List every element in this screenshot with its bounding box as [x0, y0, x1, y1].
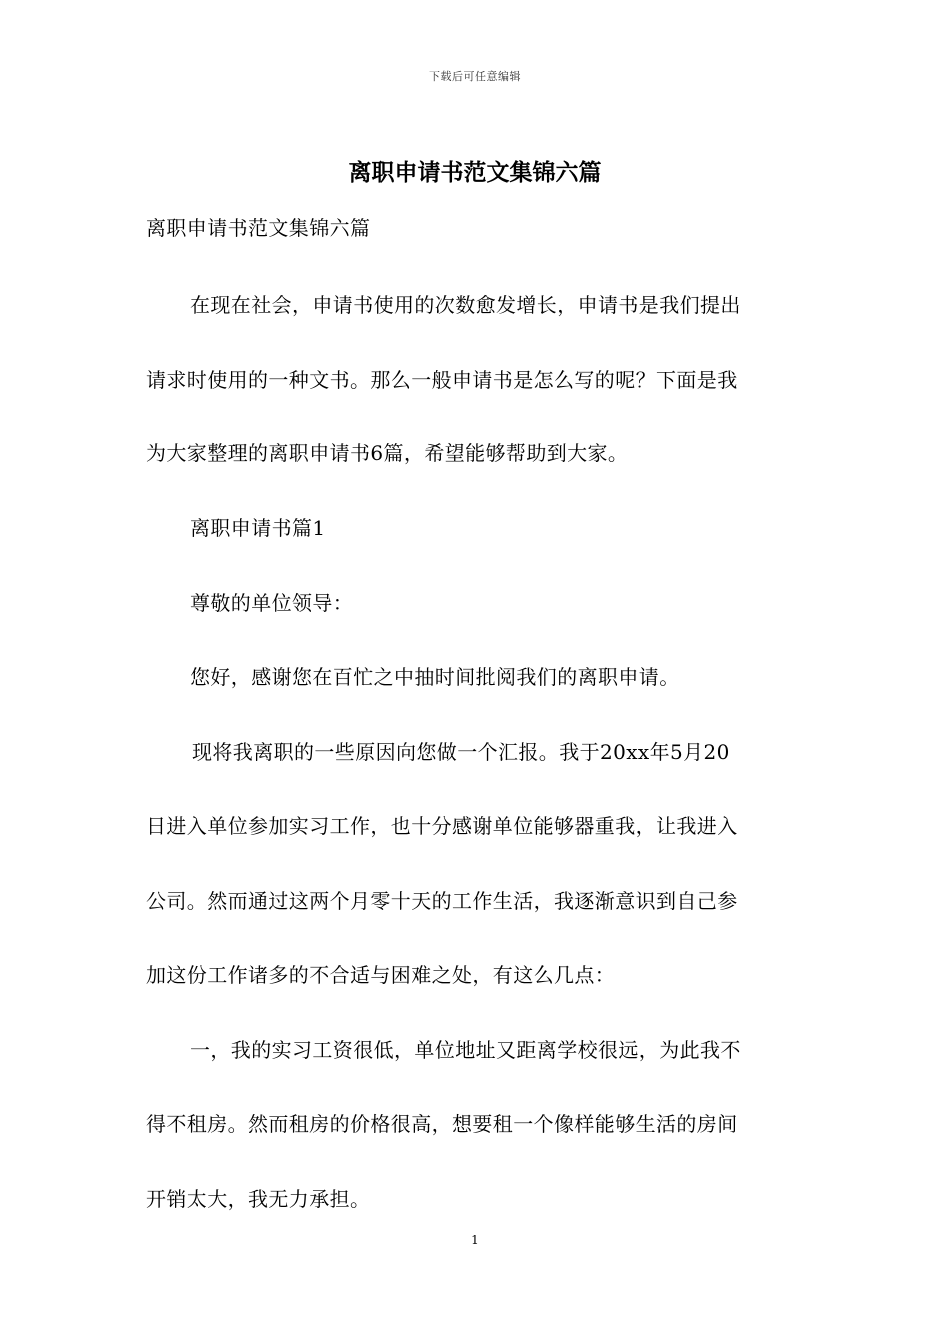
intro-line-2: 请求时使用的一种文书。那么一般申请书是怎么写的呢？下面是我	[146, 368, 738, 392]
document-subtitle: 离职申请书范文集锦六篇	[146, 216, 371, 240]
body1-line-4: 加这份工作诸多的不合适与困难之处，有这么几点：	[146, 963, 616, 987]
greeting: 您好，感谢您在百忙之中抽时间批阅我们的离职申请。	[190, 665, 680, 689]
salutation: 尊敬的单位领导：	[190, 591, 354, 615]
body1-line-1: 现将我离职的一些原因向您做一个汇报。我于20xx年5月20	[192, 740, 730, 764]
section-heading: 离职申请书篇1	[190, 516, 326, 540]
body1-line-2: 日进入单位参加实习工作，也十分感谢单位能够器重我，让我进入	[146, 814, 738, 838]
document-title: 离职申请书范文集锦六篇	[348, 159, 602, 186]
intro-line-1: 在现在社会，申请书使用的次数愈发增长，申请书是我们提出	[190, 293, 741, 317]
body2-line-1: 一，我的实习工资很低，单位地址又距离学校很远，为此我不	[190, 1038, 741, 1062]
page-number: 1	[471, 1233, 479, 1247]
header-note: 下载后可任意编辑	[429, 70, 521, 83]
body2-line-3: 开销太大，我无力承担。	[146, 1187, 371, 1211]
intro-line-3: 为大家整理的离职申请书6篇，希望能够帮助到大家。	[146, 441, 629, 465]
body1-line-3: 公司。然而通过这两个月零十天的工作生活，我逐渐意识到自己参	[146, 889, 738, 913]
body2-line-2: 得不租房。然而租房的价格很高，想要租一个像样能够生活的房间	[146, 1112, 738, 1136]
